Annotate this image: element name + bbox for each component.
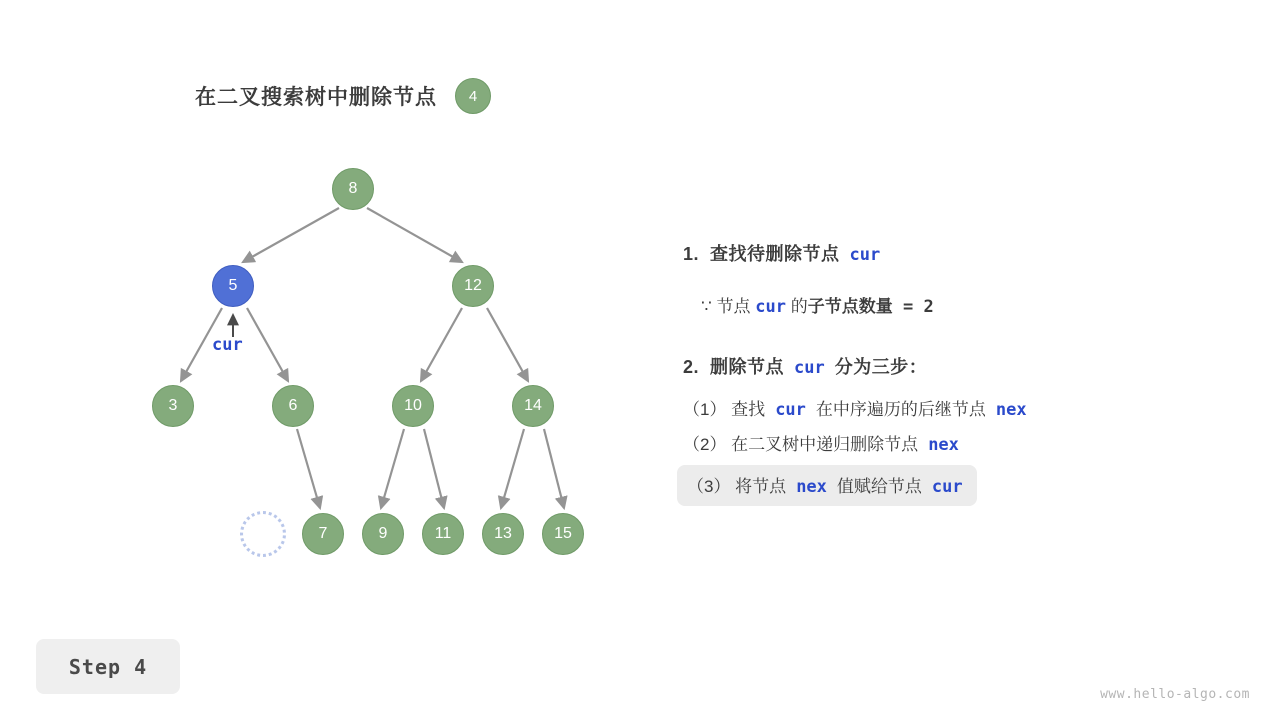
tree-node-9: 9 bbox=[362, 513, 404, 555]
step-indicator: Step 4 bbox=[36, 639, 180, 694]
substep-2-code-nex: nex bbox=[928, 435, 959, 455]
tree-node-7: 7 bbox=[302, 513, 344, 555]
tree-node-13: 13 bbox=[482, 513, 524, 555]
step-2-code-cur: cur bbox=[794, 358, 825, 378]
substep-1-index: （1） 查找 bbox=[683, 400, 766, 419]
substep-2-line bbox=[683, 430, 1243, 455]
tree-node-3: 3 bbox=[152, 385, 194, 427]
tree-node-removed-placeholder bbox=[240, 511, 286, 557]
substep-3-line-highlighted bbox=[677, 465, 977, 506]
substep-3-index: （3） 将节点 bbox=[687, 477, 787, 496]
tree-node-5: 5 bbox=[212, 265, 254, 307]
cur-pointer-label: cur bbox=[212, 335, 243, 355]
step-1-text: 1. 查找待删除节点 bbox=[683, 244, 840, 264]
substep-1-code-nex: nex bbox=[995, 400, 1027, 420]
explanation-panel bbox=[683, 240, 1243, 506]
because-symbol: ∵ bbox=[701, 297, 712, 316]
substep-1-text: 在中序遍历的后继节点 bbox=[815, 400, 986, 419]
tree-node-12: 12 bbox=[452, 265, 494, 307]
tree-node-6: 6 bbox=[272, 385, 314, 427]
step-1-code-cur: cur bbox=[849, 245, 881, 265]
step-2-line bbox=[683, 353, 1243, 379]
reason-line bbox=[701, 292, 1243, 317]
substep-2-index: （2） 在二叉树中递归删除节点 bbox=[683, 435, 919, 454]
reason-bold-term: 子节点数量 bbox=[807, 297, 893, 316]
substep-3-text: 值赋给节点 bbox=[836, 477, 922, 496]
substep-1-line bbox=[683, 395, 1243, 420]
tree-node-10: 10 bbox=[392, 385, 434, 427]
reason-code-cur: cur bbox=[755, 297, 786, 317]
tree-node-15: 15 bbox=[542, 513, 584, 555]
title-badge-node: 4 bbox=[455, 78, 491, 114]
step-2-suffix: 分为三步： bbox=[834, 357, 928, 377]
reason-text-2: 的 bbox=[786, 297, 808, 316]
substep-1-code-cur: cur bbox=[775, 400, 806, 420]
watermark: www.hello-algo.com bbox=[1100, 687, 1250, 702]
reason-equals: = bbox=[892, 297, 924, 317]
tree-node-14: 14 bbox=[512, 385, 554, 427]
tree-node-11: 11 bbox=[422, 513, 464, 555]
substep-3-code-cur: cur bbox=[931, 477, 963, 497]
tree-node-8: 8 bbox=[332, 168, 374, 210]
binary-tree-diagram bbox=[0, 0, 660, 620]
substep-3-code-nex: nex bbox=[796, 477, 827, 497]
page-title: 在二叉搜索树中删除节点 bbox=[195, 86, 437, 109]
reason-text-1: 节点 bbox=[711, 297, 756, 316]
reason-value: 2 bbox=[923, 297, 934, 317]
step-2-text: 2. 删除节点 bbox=[683, 357, 785, 377]
step-1-line bbox=[683, 240, 1243, 266]
